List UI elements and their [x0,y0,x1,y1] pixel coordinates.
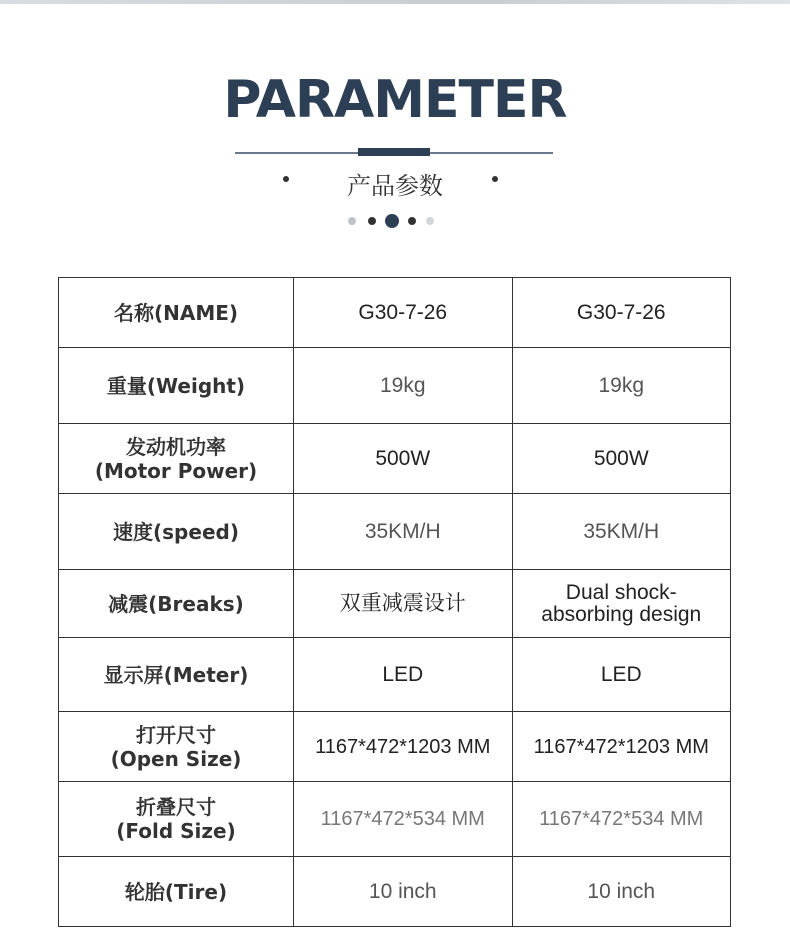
row-value-2: 500W [512,424,731,494]
row-value-2: 1167*472*534 MM [512,782,731,857]
row-value-2: LED [512,638,731,712]
parameter-table [58,277,731,927]
dot-1 [348,217,356,225]
row-value-1: 19kg [294,348,513,424]
dot-5 [426,217,434,225]
row-value-2: 10 inch [512,857,731,927]
row-value-1: 10 inch [294,857,513,927]
row-value-1: 1167*472*1203 MM [294,712,513,782]
page-subtitle: 产品参数 [347,172,443,200]
row-label: 显示屏(Meter) [59,638,294,712]
row-label: 名称(NAME) [59,278,294,348]
row-value-1: 1167*472*534 MM [294,782,513,857]
row-value-2: 19kg [512,348,731,424]
dot-3-active [385,214,399,228]
row-value-2: Dual shock- absorbing design [512,570,731,638]
row-label: 折叠尺寸 (Fold Size) [59,782,294,857]
row-label: 重量(Weight) [59,348,294,424]
row-value-2: G30-7-26 [512,278,731,348]
dot-2 [368,217,376,225]
dot-4 [408,217,416,225]
row-value-1: LED [294,638,513,712]
table-row-open-size [59,712,731,782]
table-row-speed [59,494,731,570]
row-label: 打开尺寸 (Open Size) [59,712,294,782]
row-label: 速度(speed) [59,494,294,570]
row-value-1: G30-7-26 [294,278,513,348]
table-row-motor-power [59,424,731,494]
table-row-shock [59,570,731,638]
table-row-meter [59,638,731,712]
row-value-2: 35KM/H [512,494,731,570]
row-value-1: 双重减震设计 [294,570,513,638]
table-row-weight [59,348,731,424]
row-value-2: 1167*472*1203 MM [512,712,731,782]
bullet-right [492,176,498,182]
row-value-1: 35KM/H [294,494,513,570]
table-row-fold-size [59,782,731,857]
row-label: 轮胎(Tire) [59,857,294,927]
decorative-dots [340,212,440,230]
row-label: 减震(Breaks) [59,570,294,638]
page-title: PARAMETER [223,70,567,130]
table-row-tire [59,857,731,927]
top-decorative-strip [0,0,790,4]
table-row-name [59,278,731,348]
title-underline-accent [358,148,430,156]
row-value-1: 500W [294,424,513,494]
row-label: 发动机功率 (Motor Power) [59,424,294,494]
